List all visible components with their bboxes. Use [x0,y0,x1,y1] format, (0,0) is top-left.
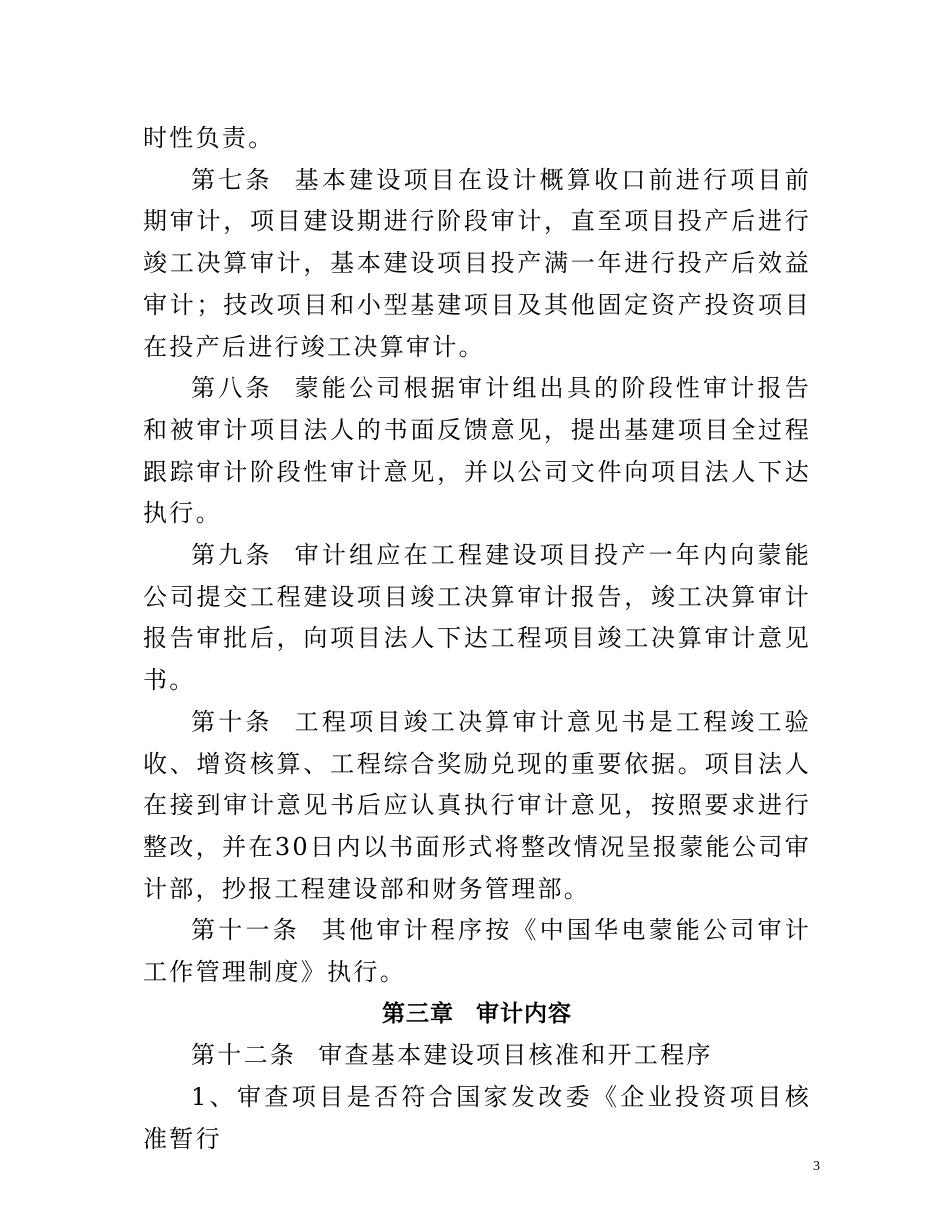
continued-paragraph [143,118,811,160]
list-item-1 [143,1077,811,1160]
page-number: 3 [813,1159,820,1174]
article-7 [143,160,811,369]
article-12-number: 第十二条 [191,1041,297,1070]
article-10-text: 工程项目竣工决算审计意见书是工程竣工验收、增资核算、工程综合奖励兑现的重要依据。项目法人在接到审计意见书后应认真执行审计意见，按照要求进行整改，并在30日内以书面形式将整改情况呈报蒙能公司审计部，抄报工程建设部和财务管理部。 [143,707,811,903]
article-8-text: 蒙能公司根据审计组出具的阶段性审计报告和被审计项目法人的书面反馈意见，提出基建项目全过程跟踪审计阶段性审计意见，并以公司文件向项目法人下达执行。 [143,374,811,528]
article-12-text: 审查基本建设项目核准和开工程序 [318,1041,713,1070]
article-9-number: 第九条 [191,541,273,570]
article-9-text: 审计组应在工程建设项目投产一年内向蒙能公司提交工程建设项目竣工决算审计报告，竣工决算审计报告审批后，向项目法人下达工程项目竣工决算审计意见书。 [143,541,811,695]
article-8 [143,368,811,535]
article-7-text: 基本建设项目在设计概算收口前进行项目前期审计，项目建设期进行阶段审计，直至项目投产后进行竣工决算审计，基本建设项目投产满一年进行投产后效益审计；技改项目和小型基建项目及其他固定资产投资项目在投产后进行竣工决算审计。 [143,165,811,361]
article-12 [143,1035,811,1077]
article-10 [143,702,811,911]
chapter-number: 第三章 [382,1000,454,1027]
document-body [143,118,811,1161]
list-item-1-text: 1、审查项目是否符合国家发改委《企业投资项目核准暂行 [143,1083,811,1153]
article-9 [143,535,811,702]
chapter-heading [143,994,811,1036]
article-11-number: 第十一条 [191,916,300,945]
chapter-title: 审计内容 [476,1000,572,1027]
continued-text: 时性负责。 [143,124,275,152]
article-10-number: 第十条 [191,707,273,736]
article-11-text: 其他审计程序按《中国华电蒙能公司审计工作管理制度》执行。 [143,916,812,987]
article-7-number: 第七条 [191,165,273,194]
article-11 [143,910,811,993]
article-8-number: 第八条 [191,374,273,403]
